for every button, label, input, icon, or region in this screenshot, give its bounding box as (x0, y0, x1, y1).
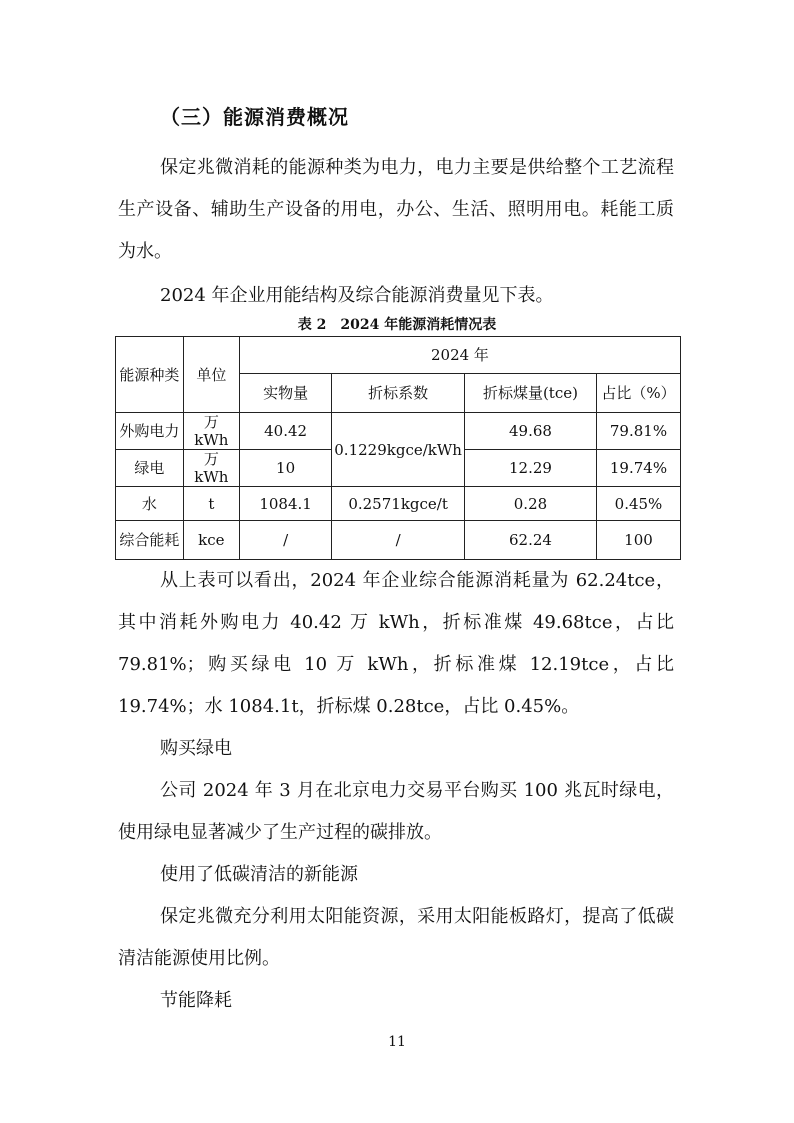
cell-tce: 49.68 (464, 413, 596, 450)
table-row (116, 487, 681, 521)
cell-share: 0.45% (596, 487, 680, 521)
summary-paragraph (118, 560, 674, 728)
cell-share: 79.81% (596, 413, 680, 450)
green-power-title (118, 728, 674, 770)
section-heading: （三）能源消费概况 (160, 105, 349, 129)
cell-type: 水 (116, 487, 184, 521)
cell-unit: kce (183, 521, 239, 560)
low-carbon-text: 保定兆微充分利用太阳能资源，采用太阳能板路灯，提高了低碳清洁能源使用比例。 (118, 906, 674, 969)
page-number: 11 (388, 1034, 406, 1050)
cell-amount: 1084.1 (239, 487, 331, 521)
cell-share: 100 (596, 521, 680, 560)
header-year: 2024 年 (239, 337, 680, 374)
cell-tce: 12.29 (464, 450, 596, 487)
table-row (116, 521, 681, 560)
cell-coefficient: 0.1229kgce/kWh (332, 413, 465, 487)
cell-type: 绿电 (116, 450, 184, 487)
header-energy-type: 能源种类 (116, 337, 184, 413)
cell-amount: 10 (239, 450, 331, 487)
energy-table (115, 336, 681, 560)
green-power-title-text: 购买绿电 (160, 738, 232, 759)
cell-coefficient: / (332, 521, 465, 560)
table-row (116, 413, 681, 450)
table-header-row (116, 337, 681, 374)
header-share: 占比（%） (596, 374, 680, 413)
cell-unit: 万 kWh (183, 450, 239, 487)
cell-unit: t (183, 487, 239, 521)
summary-text: 从上表可以看出，2024 年企业综合能源消耗量为 62.24tce，其中消耗外购电力 40.42 万 kWh，折标准煤 49.68tce，占比 79.81%；购买绿电 10 万 kWh，折标准煤 12.19tce，占比 19.74%；水 1084.1t，折标煤 0.28tce，占比 0.45%。 (118, 570, 674, 717)
energy-saving-title-text: 节能降耗 (160, 990, 232, 1011)
intro-text: 保定兆微消耗的能源种类为电力，电力主要是供给整个工艺流程生产设备、辅助生产设备的用电，办公、生活、照明用电。耗能工质为水。 (118, 157, 674, 262)
lead-text: 2024 年企业用能结构及综合能源消费量见下表。 (160, 285, 554, 306)
low-carbon-title-text: 使用了低碳清洁的新能源 (160, 864, 358, 885)
cell-amount: 40.42 (239, 413, 331, 450)
cell-type: 外购电力 (116, 413, 184, 450)
cell-amount: / (239, 521, 331, 560)
cell-share: 19.74% (596, 450, 680, 487)
cell-unit: 万 kWh (183, 413, 239, 450)
low-carbon-paragraph (118, 896, 674, 980)
low-carbon-title (118, 854, 674, 896)
energy-saving-title (118, 980, 674, 1022)
intro-paragraph (118, 147, 674, 273)
header-conversion-coefficient: 折标系数 (332, 374, 465, 413)
cell-tce: 0.28 (464, 487, 596, 521)
cell-tce: 62.24 (464, 521, 596, 560)
header-standard-coal: 折标煤量(tce) (464, 374, 596, 413)
cell-coefficient: 0.2571kgce/t (332, 487, 465, 521)
lead-paragraph (118, 275, 674, 317)
green-power-paragraph (118, 770, 674, 854)
header-physical-amount: 实物量 (239, 374, 331, 413)
table-caption: 表 2 2024 年能源消耗情况表 (297, 317, 497, 333)
cell-type: 综合能耗 (116, 521, 184, 560)
green-power-text: 公司 2024 年 3 月在北京电力交易平台购买 100 兆瓦时绿电，使用绿电显著减少了生产过程的碳排放。 (118, 780, 674, 843)
header-unit: 单位 (183, 337, 239, 413)
